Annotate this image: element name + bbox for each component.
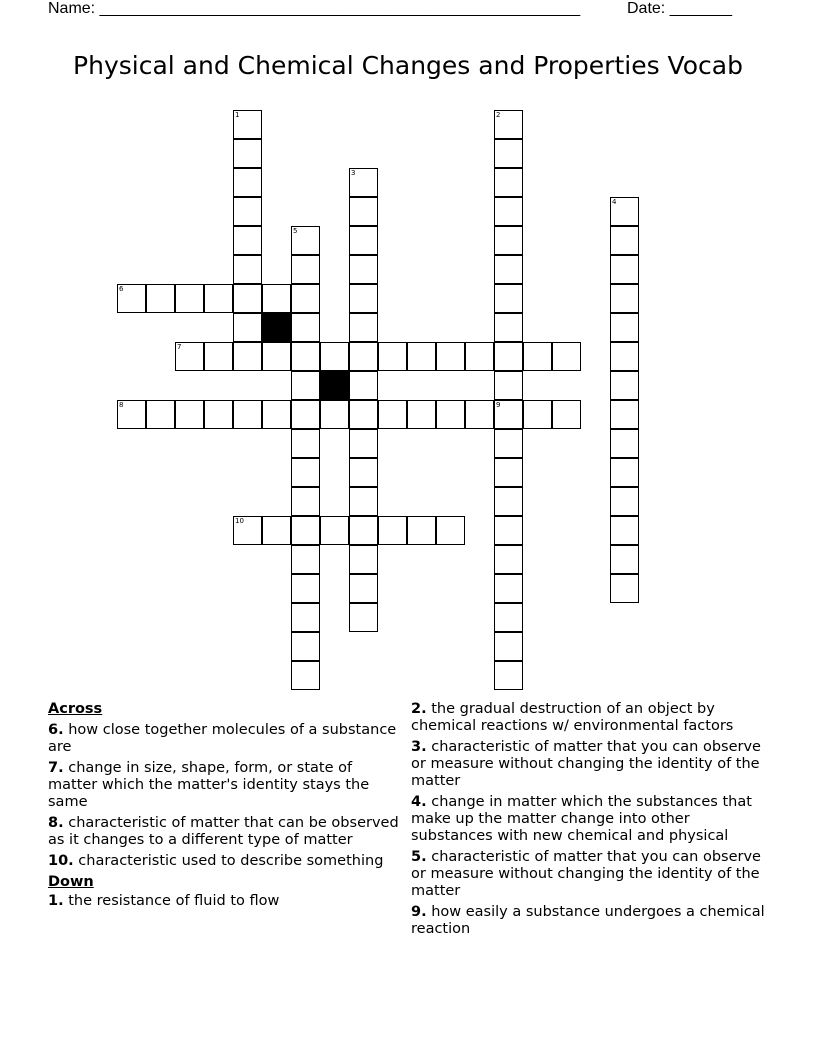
crossword-cell[interactable] [610, 458, 639, 487]
crossword-cell[interactable] [233, 516, 262, 545]
crossword-cell[interactable] [494, 516, 523, 545]
crossword-cell[interactable] [494, 400, 523, 429]
crossword-cell[interactable] [320, 342, 349, 371]
crossword-cell[interactable] [349, 487, 378, 516]
crossword-cell[interactable] [349, 255, 378, 284]
crossword-cell[interactable] [378, 400, 407, 429]
clue-across-10 [48, 853, 400, 870]
cell-number: 3 [351, 169, 356, 177]
crossword-cell[interactable] [494, 574, 523, 603]
crossword-cell[interactable] [494, 197, 523, 226]
crossword-cell[interactable] [494, 313, 523, 342]
crossword-cell[interactable] [117, 284, 146, 313]
crossword-cell[interactable] [291, 516, 320, 545]
crossword-cell[interactable] [204, 400, 233, 429]
crossword-cell[interactable] [494, 661, 523, 690]
crossword-cell[interactable] [204, 284, 233, 313]
clue-down-2 [411, 701, 773, 735]
crossword-cell[interactable] [494, 284, 523, 313]
crossword-cell[interactable] [233, 342, 262, 371]
crossword-cell[interactable] [349, 371, 378, 400]
crossword-cell[interactable] [291, 400, 320, 429]
crossword-cell[interactable] [262, 516, 291, 545]
crossword-cell[interactable] [233, 400, 262, 429]
crossword-cell[interactable] [291, 487, 320, 516]
clue-text: change in matter which the substances that make up the matter change into other substances with new chemical and physical [411, 794, 752, 844]
clue-number: 7. [48, 760, 64, 776]
cell-number: 4 [612, 198, 617, 206]
crossword-cell[interactable] [233, 313, 262, 342]
crossword-cell[interactable] [175, 400, 204, 429]
crossword-block-cell [262, 313, 291, 342]
crossword-cell[interactable] [291, 371, 320, 400]
crossword-cell[interactable] [436, 516, 465, 545]
crossword-cell[interactable] [610, 400, 639, 429]
crossword-cell[interactable] [610, 487, 639, 516]
crossword-cell[interactable] [262, 342, 291, 371]
crossword-cell[interactable] [436, 342, 465, 371]
crossword-cell[interactable] [291, 284, 320, 313]
cell-number: 6 [119, 285, 124, 293]
crossword-cell[interactable] [320, 400, 349, 429]
clues-left-column [48, 701, 400, 914]
crossword-cell[interactable] [291, 661, 320, 690]
down-heading: Down [48, 874, 94, 890]
crossword-cell[interactable] [262, 400, 291, 429]
crossword-cell[interactable] [349, 284, 378, 313]
crossword-cell[interactable] [349, 400, 378, 429]
clue-text: characteristic of matter that can be observed as it changes to a different type of matter [48, 815, 399, 848]
crossword-cell[interactable] [610, 255, 639, 284]
crossword-cell[interactable] [291, 226, 320, 255]
clue-number: 9. [411, 904, 427, 920]
crossword-cell[interactable] [349, 516, 378, 545]
crossword-cell[interactable] [262, 284, 291, 313]
crossword-cell[interactable] [349, 458, 378, 487]
crossword-cell[interactable] [494, 255, 523, 284]
crossword-cell[interactable] [407, 400, 436, 429]
crossword-cell[interactable] [378, 516, 407, 545]
crossword-cell[interactable] [233, 284, 262, 313]
crossword-cell[interactable] [233, 197, 262, 226]
clue-text: characteristic of matter that you can observe or measure without changing the identity of the matter [411, 849, 761, 899]
crossword-block-cell [320, 371, 349, 400]
crossword-cell[interactable] [465, 400, 494, 429]
crossword-cell[interactable] [291, 313, 320, 342]
crossword-cell[interactable] [610, 574, 639, 603]
crossword-cell[interactable] [233, 110, 262, 139]
crossword-cell[interactable] [291, 255, 320, 284]
cell-number: 1 [235, 111, 240, 119]
crossword-cell[interactable] [465, 342, 494, 371]
crossword-cell[interactable] [436, 400, 465, 429]
date-field-label: Date: _______ [627, 0, 732, 17]
cell-number: 7 [177, 343, 182, 351]
crossword-cell[interactable] [291, 342, 320, 371]
crossword-cell[interactable] [233, 255, 262, 284]
name-field-label: Name: ______________________________________________________ [48, 0, 581, 17]
crossword-cell[interactable] [349, 603, 378, 632]
clue-down-1 [48, 893, 400, 910]
clue-down-3 [411, 739, 773, 790]
crossword-cell[interactable] [291, 458, 320, 487]
crossword-cell[interactable] [494, 632, 523, 661]
crossword-cell[interactable] [291, 603, 320, 632]
crossword-cell[interactable] [494, 458, 523, 487]
clue-number: 4. [411, 794, 427, 810]
crossword-cell[interactable] [494, 429, 523, 458]
crossword-cell[interactable] [494, 545, 523, 574]
crossword-cell[interactable] [349, 313, 378, 342]
clue-across-6 [48, 722, 400, 756]
crossword-cell[interactable] [610, 313, 639, 342]
crossword-cell[interactable] [320, 516, 349, 545]
clue-across-7 [48, 760, 400, 811]
clue-down-5 [411, 849, 773, 900]
clue-text: characteristic of matter that you can observe or measure without changing the identity of the matter [411, 739, 761, 789]
crossword-cell[interactable] [146, 400, 175, 429]
crossword-cell[interactable] [349, 429, 378, 458]
crossword-cell[interactable] [523, 342, 552, 371]
cell-number: 2 [496, 111, 501, 119]
crossword-cell[interactable] [494, 168, 523, 197]
clue-number: 1. [48, 893, 64, 909]
crossword-cell[interactable] [494, 603, 523, 632]
crossword-cell[interactable] [204, 342, 233, 371]
crossword-cell[interactable] [494, 110, 523, 139]
crossword-cell[interactable] [407, 516, 436, 545]
crossword-cell[interactable] [349, 168, 378, 197]
page-title: Physical and Chemical Changes and Properties Vocab [73, 51, 743, 80]
crossword-cell[interactable] [610, 516, 639, 545]
crossword-cell[interactable] [610, 284, 639, 313]
crossword-cell[interactable] [610, 371, 639, 400]
clue-number: 5. [411, 849, 427, 865]
clue-text: how close together molecules of a substance are [48, 722, 397, 755]
crossword-cell[interactable] [233, 226, 262, 255]
clue-number: 6. [48, 722, 64, 738]
crossword-cell[interactable] [494, 342, 523, 371]
clues-right-column [411, 701, 773, 942]
crossword-cell[interactable] [552, 400, 581, 429]
crossword-cell[interactable] [291, 632, 320, 661]
clue-number: 8. [48, 815, 64, 831]
clue-text: change in size, shape, form, or state of matter which the matter's identity stays the same [48, 760, 370, 810]
clue-number: 3. [411, 739, 427, 755]
crossword-cell[interactable] [349, 545, 378, 574]
crossword-cell[interactable] [494, 226, 523, 255]
cell-number: 8 [119, 401, 124, 409]
crossword-cell[interactable] [349, 574, 378, 603]
clue-text: characteristic used to describe something [78, 853, 384, 869]
crossword-cell[interactable] [610, 197, 639, 226]
crossword-cell[interactable] [378, 342, 407, 371]
crossword-cell[interactable] [146, 284, 175, 313]
clue-number: 2. [411, 701, 427, 717]
crossword-cell[interactable] [117, 400, 146, 429]
clue-number: 10. [48, 853, 74, 869]
crossword-cell[interactable] [610, 429, 639, 458]
crossword-cell[interactable] [291, 429, 320, 458]
cell-number: 5 [293, 227, 298, 235]
crossword-cell[interactable] [349, 226, 378, 255]
crossword-cell[interactable] [291, 574, 320, 603]
crossword-cell[interactable] [610, 545, 639, 574]
crossword-cell[interactable] [233, 139, 262, 168]
crossword-cell[interactable] [552, 342, 581, 371]
clue-text: how easily a substance undergoes a chemical reaction [411, 904, 765, 937]
crossword-cell[interactable] [407, 342, 436, 371]
across-heading: Across [48, 701, 103, 717]
crossword-cell[interactable] [349, 197, 378, 226]
crossword-cell[interactable] [233, 168, 262, 197]
clue-across-8 [48, 815, 400, 849]
clue-text: the gradual destruction of an object by chemical reactions w/ environmental factors [411, 701, 734, 734]
crossword-cell[interactable] [494, 487, 523, 516]
crossword-cell[interactable] [349, 342, 378, 371]
cell-number: 9 [496, 401, 501, 409]
crossword-cell[interactable] [494, 139, 523, 168]
clue-down-4 [411, 794, 773, 845]
clue-down-9 [411, 904, 773, 938]
crossword-cell[interactable] [494, 371, 523, 400]
crossword-cell[interactable] [175, 342, 204, 371]
crossword-cell[interactable] [291, 545, 320, 574]
crossword-cell[interactable] [610, 342, 639, 371]
cell-number: 10 [235, 517, 244, 525]
crossword-cell[interactable] [523, 400, 552, 429]
clue-text: the resistance of fluid to flow [68, 893, 280, 909]
crossword-cell[interactable] [175, 284, 204, 313]
crossword-cell[interactable] [610, 226, 639, 255]
